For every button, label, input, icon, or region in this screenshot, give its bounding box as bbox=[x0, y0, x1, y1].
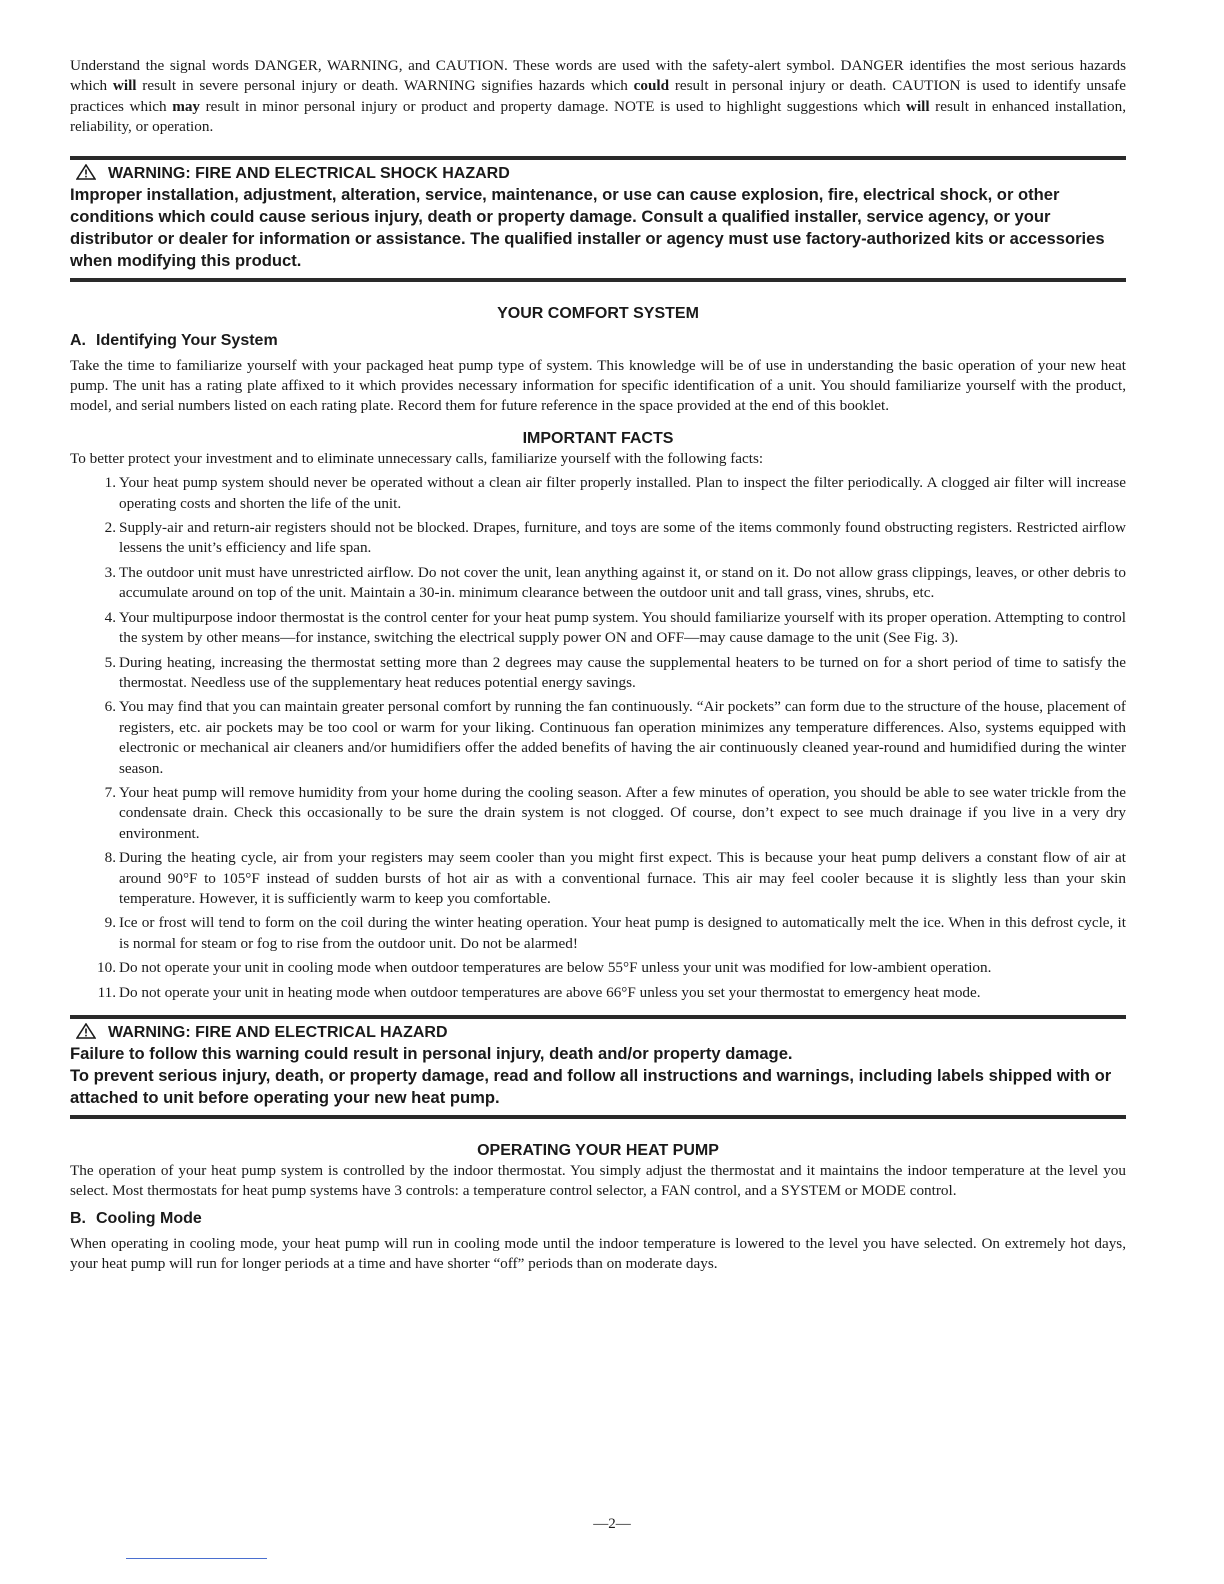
list-item: 2. Supply-air and return-air registers should not be blocked. Drapes, furniture, and toys are some of the items commonly found obstructing registers. Restricted airflow lessens the unit’s efficiency and life span. bbox=[104, 519, 1126, 557]
list-item: 8. During the heating cycle, air from your registers may seem cooler than you might first expect. This is because your heat pump delivers a constant flow of air at around 90°F to 105°F instead of sudden bursts of hot air as with a conventional furnace. This air may feel cooler because it is slightly less than your skin temperature. However, it is sufficiently warm to keep you comfortable. bbox=[104, 849, 1126, 907]
warning-box-shock bbox=[70, 160, 1126, 278]
signal-words-intro: Understand the signal words DANGER, WARNING, and CAUTION. These words are used with the safety-alert symbol. DANGER identifies the most serious hazards which will result in severe personal injury or death. WARNING signifies hazards which could result in personal injury or death. CAUTION is used to identify unsafe practices which may result in minor personal injury or product and property damage. NOTE is used to highlight suggestions which will result in enhanced installation, reliability, or operation. bbox=[70, 57, 1126, 136]
footer-divider bbox=[126, 1558, 267, 1559]
warning-triangle-icon bbox=[76, 164, 96, 180]
list-item: 10. Do not operate your unit in cooling mode when outdoor temperatures are below 55°F unless your unit was modified for low-ambient operation. bbox=[97, 959, 992, 977]
section-title-comfort: YOUR COMFORT SYSTEM bbox=[497, 304, 699, 322]
list-item: 11. Do not operate your unit in heating mode when outdoor temperatures are above 66°F unless you set your thermostat to emergency heat mode. bbox=[97, 983, 981, 1001]
page-number: —2— bbox=[593, 1516, 631, 1532]
identifying-paragraph: Take the time to familiarize yourself with your packaged heat pump type of system. This knowledge will be of use in understanding the basic operation of your new heat pump. The unit has a rating plate affixed to it which provides necessary information for specific identification of a unit. You should familiarize yourself with the product, model, and serial numbers listed on each rating plate. Record them for future reference in the space provided at the end of this booklet. bbox=[70, 356, 1126, 415]
list-item: 6. You may find that you can maintain greater personal comfort by running the fan continuously. “Air pockets” can form due to the structure of the house, placement of registers, etc. air pockets may be too cool or warm for your liking. Continuous fan operation minimizes any temperature differences. Also, systems equipped with electronic or mechanical air cleaners and/or humidifiers offer the added benefits of having the air continuously cleaned year-round and humidified during the winter season. bbox=[104, 698, 1126, 777]
list-item: 4. Your multipurpose indoor thermostat is the control center for your heat pump system. You should familiarize yourself with its proper operation. Attempting to control the system by other means—for instance, switching the electrical supply power ON and OFF—may cause damage to the unit (See Fig. 3). bbox=[104, 608, 1126, 647]
subheading-identifying: A. Identifying Your System bbox=[70, 331, 278, 349]
warning-line-2: To prevent serious injury, death, or property damage, read and follow all instructions and warnings, including labels shipped with or attached to unit before operating your new heat pump. bbox=[70, 1066, 1112, 1107]
warning-body: Improper installation, adjustment, alteration, service, maintenance, or use can cause explosion, fire, electrical shock, or other conditions which could cause serious injury, death or property damage. Consult a qualified installer, service agency, or your distributor or dealer for information or assistance. The qualified installer or agency must use factory-authorized kits or accessories when modifying this product. bbox=[70, 184, 1105, 270]
section-title-operating: OPERATING YOUR HEAT PUMP bbox=[477, 1142, 719, 1159]
list-item: 1. Your heat pump system should never be operated without a clean air filter properly installed. Plan to inspect the filter periodically. A clogged air filter will increase operating costs and shorten the life of the unit. bbox=[104, 474, 1126, 512]
warning-title: WARNING: FIRE AND ELECTRICAL HAZARD bbox=[70, 1023, 1126, 1043]
warning-line-1: Failure to follow this warning could result in personal injury, death and/or property damage. bbox=[70, 1044, 793, 1063]
operating-paragraph: The operation of your heat pump system is controlled by the indoor thermostat. You simply adjust the thermostat and it maintains the indoor temperature at the level you select. Most thermostats for heat pump systems have 3 controls: a temperature control selector, a FAN control, and a SYSTEM or MODE control. bbox=[70, 1162, 1126, 1200]
list-item: 3. The outdoor unit must have unrestricted airflow. Do not cover the unit, lean anything against it, or stand on it. Do not allow grass clippings, leaves, or other debris to accumulate around on top of the unit. Maintain a 30-in. minimum clearance between the outdoor unit and tall grass, vines, shrubs, etc. bbox=[104, 563, 1126, 602]
list-item: 7. Your heat pump will remove humidity from your home during the cooling season. After a few minutes of operation, you should be able to see water trickle from the condensate drain. Check this occasionally to be sure the drain system is not clogged. Of course, don’t expect to see much drainage if you live in a very dry environment. bbox=[104, 783, 1126, 842]
document-page bbox=[70, 56, 1126, 1275]
list-item: 5. During heating, increasing the thermostat setting more than 2 degrees may cause the supplemental heaters to be turned on for a short period of time to satisfy the thermostat. Needless use of the supplementary heat reduces potential energy savings. bbox=[104, 653, 1126, 691]
warning-box-electrical bbox=[70, 1019, 1126, 1115]
subheading-cooling-mode: B. Cooling Mode bbox=[70, 1209, 202, 1227]
warning-title: WARNING: FIRE AND ELECTRICAL SHOCK HAZARD bbox=[70, 164, 1126, 184]
list-item: 9. Ice or frost will tend to form on the coil during the winter heating operation. Your heat pump is designed to automatically melt the ice. When in this defrost cycle, it is normal for steam or fog to rise from the outdoor unit. Do not be alarmed! bbox=[104, 914, 1126, 952]
warning-triangle-icon bbox=[76, 1023, 96, 1039]
facts-intro: To better protect your investment and to eliminate unnecessary calls, familiarize yourself with the following facts: bbox=[70, 449, 764, 467]
section-title-facts: IMPORTANT FACTS bbox=[522, 429, 674, 447]
facts-list bbox=[70, 473, 1126, 1003]
cooling-paragraph: When operating in cooling mode, your heat pump will run in cooling mode until the indoor temperature is lowered to the level you have selected. On extremely hot days, your heat pump will run for longer periods at a time and have shorter “off” periods than on moderate days. bbox=[70, 1234, 1126, 1273]
